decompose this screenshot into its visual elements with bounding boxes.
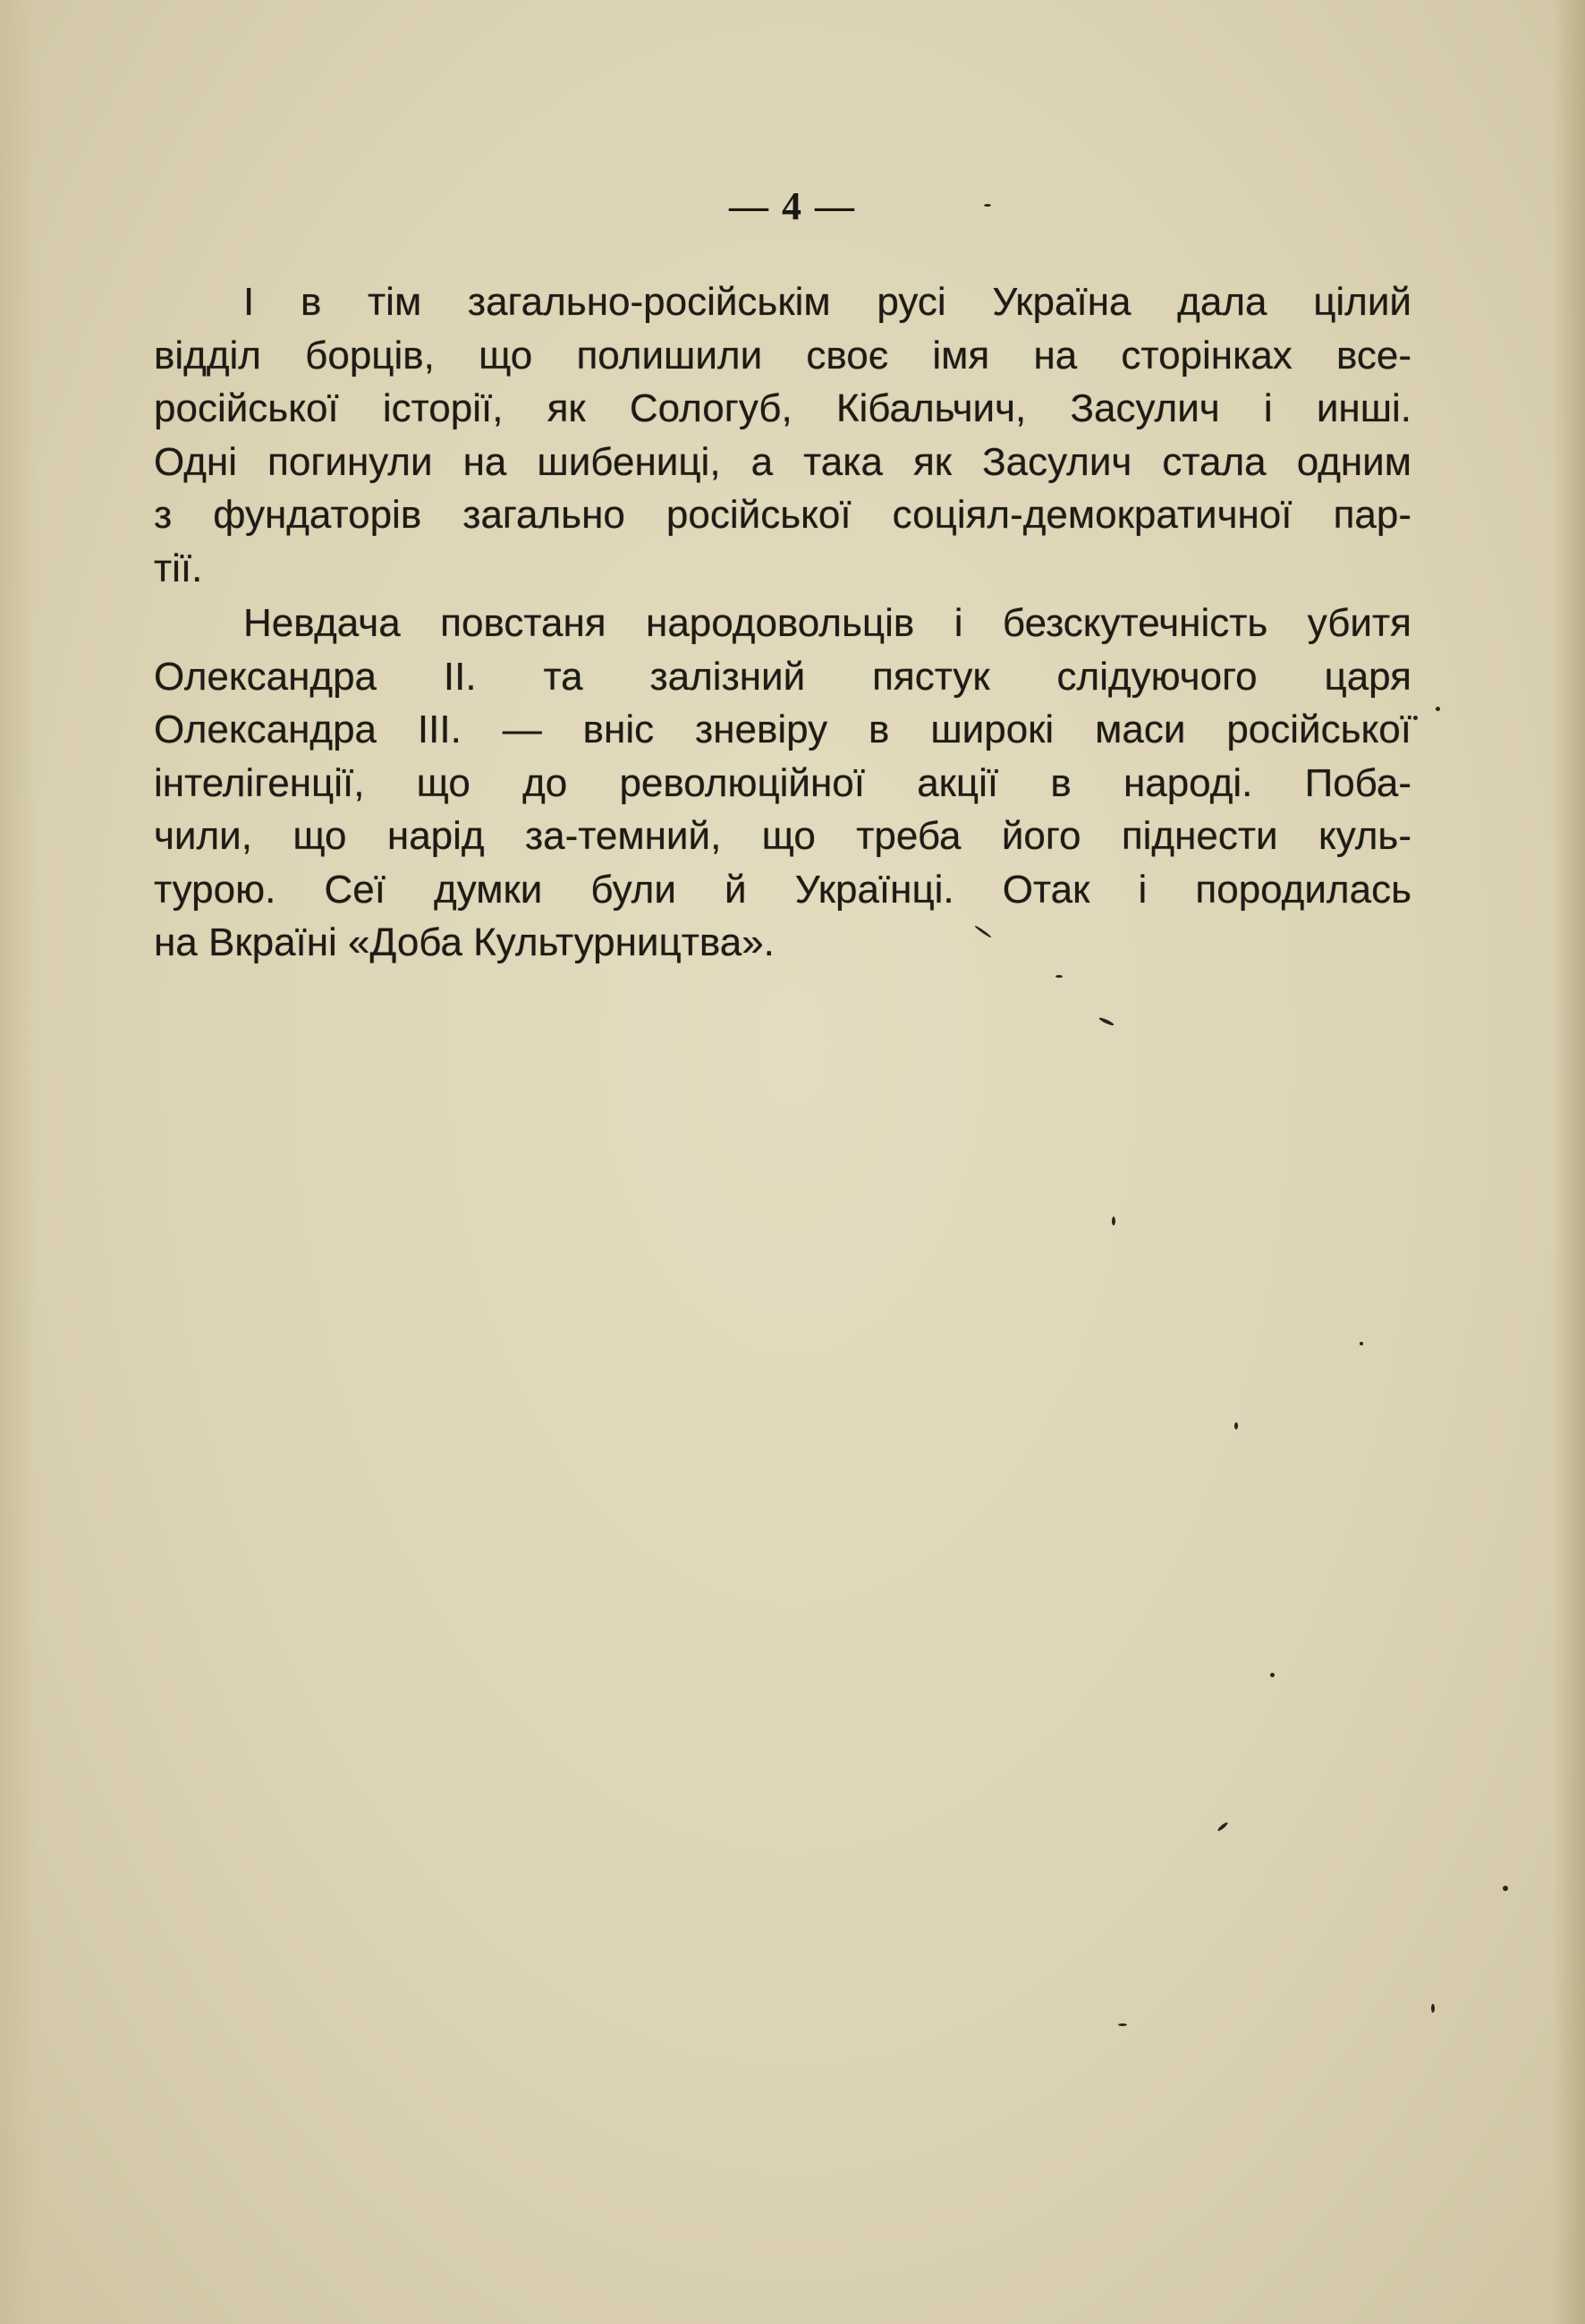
text-line: Одні погинули на шибениці, а така як Засулич стала одним bbox=[154, 439, 1411, 484]
text-line: відділ борців, що полишили своє імя на сторінках все- bbox=[154, 333, 1411, 377]
paper-speck bbox=[984, 204, 991, 207]
page-edge-shadow-right bbox=[1553, 0, 1585, 2324]
text-line: Олександра II. та залізний пястук слідуючого царя bbox=[154, 654, 1411, 699]
paper-speck bbox=[1055, 975, 1063, 978]
paragraph-1 bbox=[154, 276, 1411, 595]
page-number: — 4 — bbox=[729, 184, 856, 228]
text-line: турою. Сеї думки були й Українці. Отак і породилась bbox=[154, 867, 1411, 912]
paper-speck bbox=[1503, 1886, 1508, 1891]
paper-speck bbox=[1112, 1217, 1115, 1226]
text-line: Олександра III. — вніс зневіру в широкі маси російської bbox=[154, 708, 1411, 751]
text-line: на Вкраїні «Доба Культурництва». bbox=[154, 920, 775, 964]
paper-speck bbox=[1413, 716, 1418, 720]
text-line: інтелігенції, що до революційної акції в народі. Поба- bbox=[154, 760, 1411, 805]
paper-speck bbox=[1270, 1673, 1275, 1677]
paper-speck bbox=[1098, 1016, 1115, 1026]
paper-speck bbox=[1216, 1821, 1228, 1832]
text-line: Невдача повстаня народовольців і безскутечність убитя bbox=[243, 601, 1411, 645]
paper-speck bbox=[1118, 2023, 1127, 2026]
paper-speck bbox=[1360, 1342, 1363, 1345]
paragraph-2 bbox=[154, 597, 1411, 970]
paper-speck bbox=[1436, 707, 1440, 711]
text-line: тії. bbox=[154, 546, 203, 590]
text-line: І в тім загально-російськім русі Україна дала цілий bbox=[243, 280, 1411, 324]
body-text bbox=[154, 276, 1411, 971]
paper-speck bbox=[1431, 2004, 1435, 2013]
text-line: з фундаторів загально російської соціял-демократичної пар- bbox=[154, 493, 1411, 537]
text-line: російської історії, як Сологуб, Кібальчич, Засулич і инші. bbox=[154, 386, 1411, 430]
text-line: чили, що нарід за-темний, що треба його піднести куль- bbox=[154, 814, 1411, 858]
page-edge-shadow-left bbox=[0, 0, 36, 2324]
paper-speck bbox=[1234, 1422, 1238, 1429]
